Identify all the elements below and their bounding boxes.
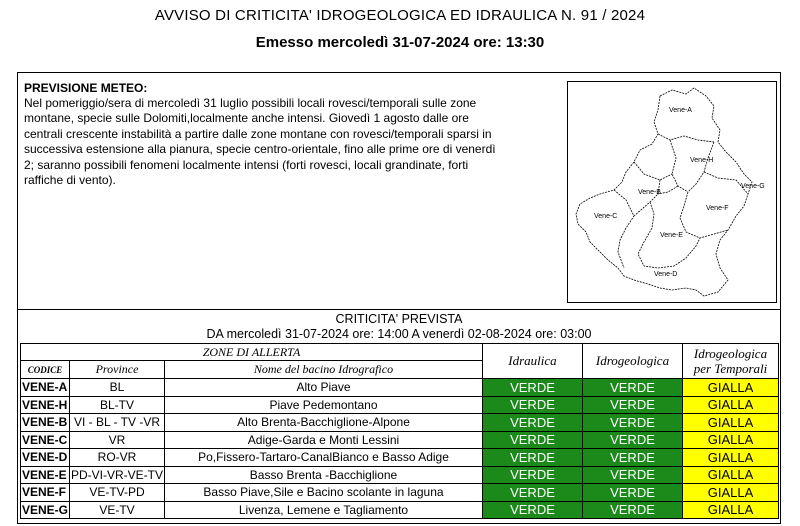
- forecast-title: PREVISIONE METEO:: [24, 81, 148, 95]
- zone-code: VENE-C: [21, 431, 70, 449]
- zone-border: [658, 134, 714, 142]
- map-label-vene-a: Vene-A: [669, 107, 692, 114]
- col-header-basin: Nome del bacino Idrografico: [165, 361, 483, 379]
- forecast-line: montane, specie sulle Dolomiti,localmente anche intensi. Giovedì 1 agosto dalle ore: [24, 111, 469, 126]
- level-temporali: GIALLA: [683, 379, 779, 397]
- table-header-row: [21, 344, 779, 361]
- zone-basin: Alto Piave: [165, 379, 483, 397]
- forecast-line: successiva estensione alla pianura, specie centro-orientale, fino alle prime ore di venerdì: [24, 142, 496, 157]
- zone-code: VENE-H: [21, 396, 70, 414]
- level-idrogeologica: VERDE: [583, 466, 683, 484]
- table-row: [21, 396, 779, 414]
- zone-code: VENE-F: [21, 484, 70, 502]
- col-header-code: CODICE: [21, 361, 70, 379]
- zone-code: VENE-D: [21, 449, 70, 467]
- level-idraulica: VERDE: [483, 379, 583, 397]
- level-temporali: GIALLA: [683, 431, 779, 449]
- level-idrogeologica: VERDE: [583, 501, 683, 519]
- alert-zones-map: [567, 81, 777, 303]
- zone-basin: Basso Brenta -Bacchiglione: [165, 466, 483, 484]
- forecast-line: raffiche di vento).: [24, 173, 116, 188]
- zone-basin: Alto Brenta-Bacchiglione-Alpone: [165, 414, 483, 432]
- table-row: [21, 449, 779, 467]
- level-idraulica: VERDE: [483, 431, 583, 449]
- zone-province: VI - BL - TV -VR: [70, 414, 165, 432]
- zone-border: [688, 142, 714, 192]
- criticality-period: DA mercoledì 31-07-2024 ore: 14:00 A venerdì 02-08-2024 ore: 03:00: [206, 327, 592, 341]
- level-idrogeologica: VERDE: [583, 379, 683, 397]
- zone-basin: Adige-Garda e Monti Lessini: [165, 431, 483, 449]
- level-temporali: GIALLA: [683, 484, 779, 502]
- zone-code: VENE-E: [21, 466, 70, 484]
- zone-province: VR: [70, 431, 165, 449]
- bulletin-title: AVVISO DI CRITICITA' IDROGEOLOGICA ED IDRAULICA N. 91 / 2024: [154, 7, 646, 24]
- zone-border: [658, 186, 678, 194]
- zone-basin: Basso Piave,Sile e Bacino scolante in laguna: [165, 484, 483, 502]
- level-idrogeologica: VERDE: [583, 431, 683, 449]
- level-idrogeologica: VERDE: [583, 396, 683, 414]
- level-idrogeologica: VERDE: [583, 449, 683, 467]
- zone-province: RO-VR: [70, 449, 165, 467]
- table-row: [21, 484, 779, 502]
- zone-province: BL: [70, 379, 165, 397]
- level-temporali: GIALLA: [683, 414, 779, 432]
- col-header-idrogeologica: Idrogeologica: [583, 344, 683, 379]
- level-idraulica: VERDE: [483, 396, 583, 414]
- map-label-vene-b: Vene-B: [638, 189, 661, 196]
- forecast-line: Nel pomeriggio/sera di mercoledì 31 luglio possibili locali rovesci/temporali sulle zone: [24, 96, 477, 110]
- zone-basin: Po,Fissero-Tartaro-CanalBianco e Basso Adige: [165, 449, 483, 467]
- map-label-vene-c: Vene-C: [594, 213, 618, 220]
- col-header-province: Province: [70, 361, 165, 379]
- veneto-map: [568, 82, 776, 302]
- col-header-temporali-line1: Idrogeologica: [693, 346, 768, 361]
- zone-basin: Piave Pedemontano: [165, 396, 483, 414]
- zone-border: [670, 140, 688, 192]
- table-row: [21, 379, 779, 397]
- level-idraulica: VERDE: [483, 414, 583, 432]
- map-label-vene-d: Vene-D: [654, 271, 678, 278]
- map-label-vene-g: Vene-G: [741, 183, 765, 190]
- zone-province: VE-TV: [70, 501, 165, 519]
- zone-province: BL-TV: [70, 396, 165, 414]
- map-label-vene-e: Vene-E: [660, 232, 683, 239]
- level-temporali: GIALLA: [683, 449, 779, 467]
- level-temporali: GIALLA: [683, 396, 779, 414]
- zone-group-header: ZONE DI ALLERTA: [21, 344, 483, 361]
- level-temporali: GIALLA: [683, 501, 779, 519]
- map-label-vene-h: Vene-H: [690, 157, 714, 164]
- forecast-line: centrali crescente instabilità a partire dalle zone montane con rovesci/temporali sparsi in: [24, 126, 492, 141]
- col-header-temporali: [683, 344, 779, 379]
- level-idraulica: VERDE: [483, 501, 583, 519]
- table-row: [21, 431, 779, 449]
- table-row: [21, 501, 779, 519]
- level-idraulica: VERDE: [483, 466, 583, 484]
- zone-code: VENE-G: [22, 502, 69, 517]
- region-outline: [576, 88, 752, 296]
- zone-border: [634, 180, 660, 216]
- issue-date: Emesso mercoledì 31-07-2024 ore: 13:30: [255, 34, 545, 51]
- col-header-idraulica: Idraulica: [483, 344, 583, 379]
- level-idrogeologica: VERDE: [583, 484, 683, 502]
- zone-border: [634, 162, 672, 180]
- section-divider: [18, 309, 780, 310]
- criticality-title: CRITICITA' PREVISTA: [335, 312, 463, 326]
- forecast-line: 2; saranno possibili fenomeni localmente intensi (forti rovesci, locali grandinate, forti: [24, 157, 469, 172]
- bulletin-frame: [17, 72, 781, 524]
- zone-province: PD-VI-VR-VE-TV: [70, 467, 163, 482]
- alert-zones-table: [20, 343, 779, 519]
- forecast-text: [24, 96, 554, 188]
- zone-border: [614, 190, 634, 268]
- level-temporali: GIALLA: [683, 466, 779, 484]
- zone-province: VE-TV-PD: [70, 484, 165, 502]
- zone-basin: Livenza, Lemene e Tagliamento: [165, 501, 483, 519]
- map-label-vene-f: Vene-F: [706, 205, 729, 212]
- level-idraulica: VERDE: [483, 449, 583, 467]
- table-row: [21, 414, 779, 432]
- col-header-temporali-line2: per Temporali: [693, 361, 768, 376]
- level-idraulica: VERDE: [483, 484, 583, 502]
- weather-forecast-section: [18, 73, 780, 309]
- zone-code: VENE-B: [21, 414, 70, 432]
- zone-border: [680, 192, 728, 238]
- level-idrogeologica: VERDE: [583, 414, 683, 432]
- table-row: [21, 466, 779, 484]
- zone-code: VENE-A: [21, 379, 70, 397]
